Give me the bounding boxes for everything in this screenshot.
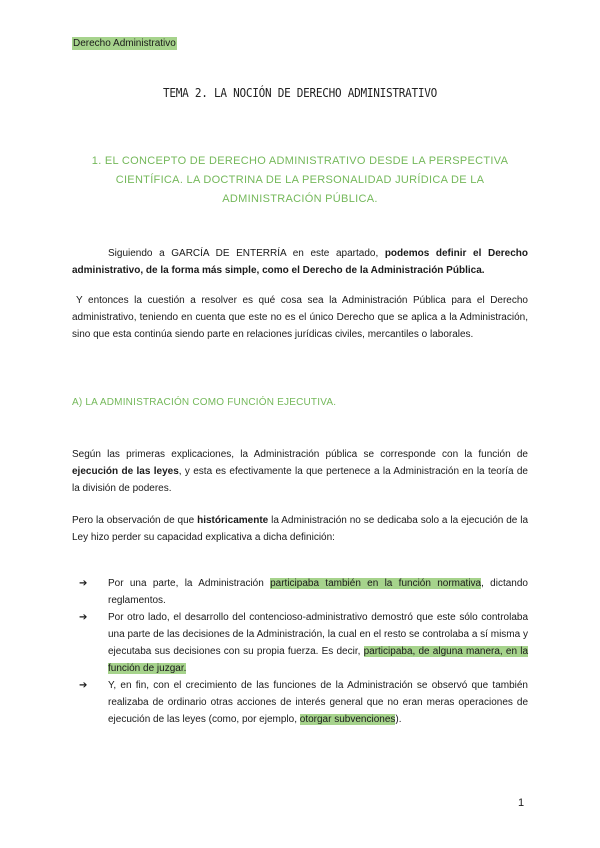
highlighted-text: participaba también en la función normativa [270,578,482,589]
bold-term: históricamente [197,515,269,526]
highlighted-text: participaba, de alguna manera, en la función de juzgar. [108,646,528,674]
bullet-list [72,575,528,728]
document-title: TEMA 2. LA NOCIÓN DE DERECHO ADMINISTRATIVO [163,86,437,100]
paragraph-text: , y esta es efectivamente la que pertenece a la Administración en la teoría de la división de poderes. [72,466,528,494]
paragraph-text: Pero la observación de que [72,515,198,526]
list-item [72,677,528,728]
section-heading: 1. EL CONCEPTO DE DERECHO ADMINISTRATIVO DESDE LA PERSPECTIVA CIENTÍFICA. LA DOCTRINA DE LA PERSONALIDAD JURÍDICA DE LA ADMINISTRACIÓN PÚBLICA. [91,155,509,205]
item-text: ). [395,714,402,725]
item-text: Y, en fin, con el crecimiento de las funciones de la Administración se observó que también realizaba de ordinario otras acciones de interés general que no eran meras operaciones de ejecución de las leyes (como, por ejemplo, [108,680,528,725]
highlighted-text: otorgar subvenciones [299,714,396,725]
list-item [72,575,528,609]
paragraph-text: Siguiendo a GARCÍA DE ENTERRÍA en este apartado, [108,248,385,259]
item-text: , dictando reglamentos. [108,578,528,606]
paragraph-definition [72,245,528,279]
paragraph-question: Y entonces la cuestión a resolver es qué cosa sea la Administración Pública para el Derecho administrativo, teniendo en cuenta que este no es el único Derecho que se aplica a la Administración, sino que esta continúa siendo parte en relaciones jurídicas civiles, mercantiles o laborales. [72,295,528,340]
arrow-icon: ➔ [79,680,88,691]
paragraph-historical [72,512,528,546]
paragraph-text: la Administración no se dedicaba solo a la ejecución de la Ley hizo perder su capacidad explicativa a dicha definición: [72,515,529,543]
bold-definition: podemos definir el Derecho administrativo, de la forma más simple, como el Derecho de la Administración Pública. [72,248,528,276]
arrow-icon: ➔ [79,578,88,589]
page-number: 1 [518,797,525,809]
running-header: Derecho Administrativo [73,38,176,49]
paragraph-text: Según las primeras explicaciones, la Administración pública se corresponde con la función de [72,449,528,460]
list-item [72,609,528,677]
arrow-icon: ➔ [79,612,88,623]
item-text: Por otro lado, el desarrollo del contencioso-administrativo demostró que este sólo controlaba una parte de las decisiones de la Administración, la cual en el resto se controlaba a sí misma y ejecutaba sus decisiones con su propia fuerza. Es decir, [108,612,528,657]
bold-term: ejecución de las leyes [72,466,179,477]
item-text: Por una parte, la Administración [108,578,271,589]
paragraph-execution [72,446,528,497]
subheading: A) LA ADMINISTRACIÓN COMO FUNCIÓN EJECUTIVA. [72,397,337,408]
